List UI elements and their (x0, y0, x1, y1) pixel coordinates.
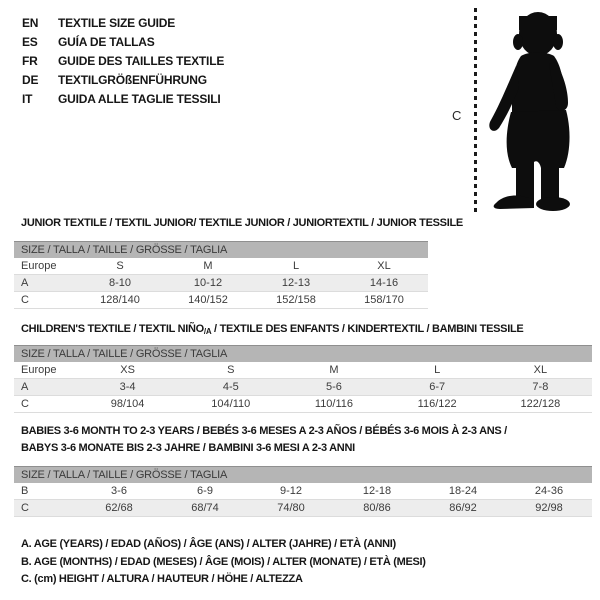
language-label: GUIDE DES TAILLES TEXTILE (58, 53, 225, 68)
value-cell: M (164, 258, 252, 275)
value-cell: 152/158 (252, 292, 340, 309)
row-label-cell: Europe (14, 362, 76, 379)
language-list (22, 13, 224, 108)
language-code: EN (22, 15, 39, 30)
height-dashed-line (474, 8, 477, 216)
language-label: GUÍA DE TALLAS (58, 34, 155, 49)
size-header-label: SIZE / TALLA / TAILLE / GRÖSSE / TAGLIA (14, 242, 428, 258)
babies-size-table (14, 466, 592, 517)
height-figure (450, 5, 595, 217)
size-header-label: SIZE / TALLA / TAILLE / GRÖSSE / TAGLIA (14, 346, 592, 362)
value-cell: M (282, 362, 385, 379)
value-cell: 5-6 (282, 379, 385, 396)
table-row-age-months (14, 483, 592, 500)
value-cell: S (76, 258, 164, 275)
value-cell: 128/140 (76, 292, 164, 309)
language-row-en (22, 13, 224, 32)
row-label-cell: C (14, 396, 76, 413)
footnote-height: C. (cm) HEIGHT / ALTURA / HAUTEUR / HÖHE / ALTEZZA (21, 573, 303, 585)
value-cell: L (386, 362, 489, 379)
language-label: GUIDA ALLE TAGLIE TESSILI (58, 91, 221, 106)
language-row-de (22, 70, 224, 89)
size-header-band (14, 242, 428, 258)
row-label-cell: Europe (14, 258, 76, 275)
language-row-es (22, 32, 224, 51)
footnote-age-years: A. AGE (YEARS) / EDAD (AÑOS) / ÂGE (ANS) / ALTER (JAHRE) / ETÀ (ANNI) (21, 538, 396, 550)
value-cell: 92/98 (506, 500, 592, 517)
title-line-1: BABIES 3-6 MONTH TO 2-3 YEARS / BEBÉS 3-6 MESES A 2-3 AÑOS / BÉBÉS 3-6 MOIS À 2-3 ANS / (21, 425, 507, 437)
value-cell: 98/104 (76, 396, 179, 413)
children-table-title (21, 321, 523, 340)
language-code: ES (22, 34, 38, 49)
title-subscript: /A (203, 327, 212, 336)
size-header-band (14, 467, 592, 483)
value-cell: 12-13 (252, 275, 340, 292)
value-cell: 116/122 (386, 396, 489, 413)
row-label-cell: A (14, 275, 76, 292)
language-code: FR (22, 53, 38, 68)
value-cell: 74/80 (248, 500, 334, 517)
value-cell: 12-18 (334, 483, 420, 500)
size-header-band (14, 346, 592, 362)
children-size-table (14, 345, 592, 413)
value-cell: 62/68 (76, 500, 162, 517)
title-text: CHILDREN'S TEXTILE / TEXTIL NIÑO (21, 323, 204, 335)
value-cell: 7-8 (489, 379, 592, 396)
value-cell: 8-10 (76, 275, 164, 292)
title-line-2: BABYS 3-6 MONATE BIS 2-3 JAHRE / BAMBINI 3-6 MESI A 2-3 ANNI (21, 442, 355, 454)
value-cell: 14-16 (340, 275, 428, 292)
table-row-height (14, 500, 592, 517)
babies-table-title (21, 423, 507, 457)
junior-table-title: JUNIOR TEXTILE / TEXTIL JUNIOR/ TEXTILE JUNIOR / JUNIORTEXTIL / JUNIOR TESSILE (21, 217, 463, 229)
language-label: TEXTILGRÖßENFÜHRUNG (58, 72, 207, 87)
value-cell: 80/86 (334, 500, 420, 517)
table-row-age (14, 275, 428, 292)
value-cell: S (179, 362, 282, 379)
height-marker-label: C (452, 108, 462, 123)
value-cell: 24-36 (506, 483, 592, 500)
row-label-cell: C (14, 292, 76, 309)
value-cell: 4-5 (179, 379, 282, 396)
footnotes (21, 536, 426, 589)
table-row-age (14, 379, 592, 396)
language-row-fr (22, 51, 224, 70)
table-row-europe (14, 258, 428, 275)
value-cell: 122/128 (489, 396, 592, 413)
value-cell: 158/170 (340, 292, 428, 309)
table-row-europe (14, 362, 592, 379)
value-cell: 3-4 (76, 379, 179, 396)
value-cell: 18-24 (420, 483, 506, 500)
table-row-height (14, 292, 428, 309)
footnote-age-months: B. AGE (MONTHS) / EDAD (MESES) / ÂGE (MOIS) / ALTER (MONATE) / ETÀ (MESI) (21, 555, 426, 568)
value-cell: XS (76, 362, 179, 379)
value-cell: 10-12 (164, 275, 252, 292)
language-row-it (22, 89, 224, 108)
baby-silhouette-icon (483, 6, 589, 214)
value-cell: 110/116 (282, 396, 385, 413)
row-label-cell: A (14, 379, 76, 396)
language-code: DE (22, 72, 39, 87)
title-text: / TEXTILE DES ENFANTS / KINDERTEXTIL / BAMBINI TESSILE (211, 323, 524, 335)
value-cell: 9-12 (248, 483, 334, 500)
row-label-cell: C (14, 500, 76, 517)
value-cell: 3-6 (76, 483, 162, 500)
value-cell: 104/110 (179, 396, 282, 413)
value-cell: XL (489, 362, 592, 379)
value-cell: 86/92 (420, 500, 506, 517)
junior-size-table (14, 241, 428, 309)
value-cell: 6-7 (386, 379, 489, 396)
value-cell: 140/152 (164, 292, 252, 309)
language-code: IT (22, 91, 33, 106)
value-cell: L (252, 258, 340, 275)
language-label: TEXTILE SIZE GUIDE (58, 15, 176, 30)
value-cell: 6-9 (162, 483, 248, 500)
value-cell: 68/74 (162, 500, 248, 517)
value-cell: XL (340, 258, 428, 275)
table-row-height (14, 396, 592, 413)
size-header-label: SIZE / TALLA / TAILLE / GRÖSSE / TAGLIA (14, 467, 592, 483)
row-label-cell: B (14, 483, 76, 500)
